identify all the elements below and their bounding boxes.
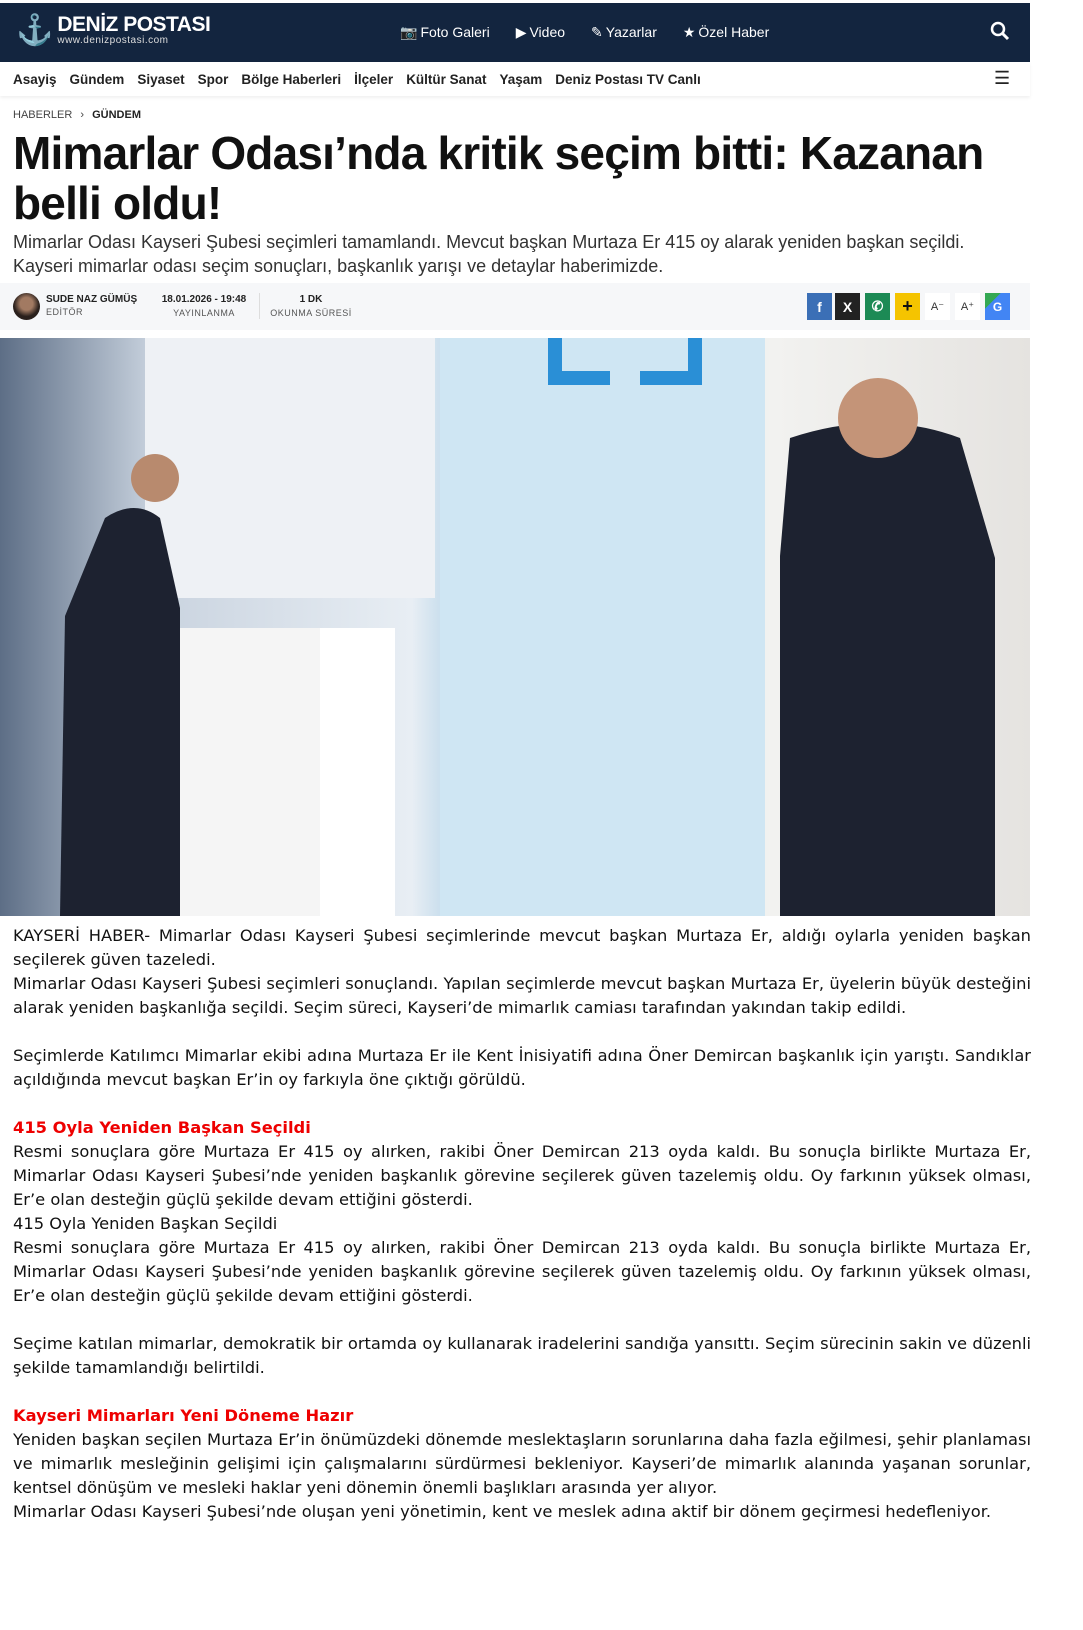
- divider: [259, 293, 260, 319]
- logo-title: DENİZ POSTASI: [57, 13, 211, 36]
- facebook-icon: f: [817, 298, 822, 315]
- read-time: [268, 294, 354, 318]
- whatsapp-share-button[interactable]: [865, 293, 890, 320]
- paragraph: Mimarlar Odası Kayseri Şubesi’nde oluşan yeni yönetimin, kent ve meslek adına aktif bir dönem geçirmesi hedefleniyor.: [13, 1502, 992, 1521]
- hamburger-menu-icon[interactable]: ☰: [994, 68, 1011, 88]
- pen-icon: ✎: [591, 24, 603, 40]
- publish-label: YAYINLANMA: [173, 308, 235, 318]
- article-lead: Mimarlar Odası Kayseri Şubesi seçimleri tamamlandı. Mevcut başkan Murtaza Er 415 oy alarak yeniden başkan seçildi. Kayseri mimarlar odası seçim sonuçları, başkanlık yarışı ve detaylar haberimizde.: [13, 232, 965, 276]
- font-increase-label: A⁺: [960, 301, 975, 313]
- man-head: [838, 378, 918, 458]
- video-icon: ▶: [515, 24, 527, 40]
- paragraph: KAYSERİ HABER- Mimarlar Odası Kayseri Şubesi seçimlerinde mevcut başkan Murtaza Er, aldığı oylarla yeniden başkan seçilerek güven tazeledi.: [13, 926, 1031, 969]
- publish-date: 18.01.2026 - 19:48: [161, 294, 247, 305]
- author-block[interactable]: [46, 294, 137, 317]
- whatsapp-icon: ✆: [871, 298, 884, 314]
- article-meta: [0, 283, 1030, 330]
- category-ilceler[interactable]: İlçeler: [354, 71, 394, 87]
- section-heading: 415 Oyla Yeniden Başkan Seçildi: [13, 1118, 311, 1137]
- paragraph: Resmi sonuçlara göre Murtaza Er 415 oy alırken, rakibi Öner Demircan 213 oyda kaldı. Bu sonuçla birlikte Murtaza Er, Mimarlar Odası Kayseri Şubesi’nde yeniden başkanlık görevine seçilerek güven tazelemiş oldu. Oy farkının yüksek olması, Er’e olan desteğin güçlü şekilde devam ettiğini gösterdi.: [13, 1142, 1031, 1209]
- projection-screen: [145, 338, 435, 598]
- paragraph-gap: [13, 1092, 1031, 1116]
- x-share-button[interactable]: [835, 293, 860, 320]
- speaker: [60, 508, 180, 916]
- paragraph-gap: [13, 1020, 1031, 1044]
- x-icon: X: [842, 298, 853, 315]
- paragraph: Mimarlar Odası Kayseri Şubesi seçimleri sonuçlandı. Yapılan seçimlerde mevcut başkan Murtaza Er, üyelerin büyük desteğini alarak yeniden başkanlığa seçildi. Seçim süreci, Kayseri’de mimarlık camiası tarafından yakından takip edildi.: [13, 974, 1031, 1017]
- man-standing: [780, 423, 995, 916]
- google-news-button[interactable]: [985, 293, 1010, 320]
- breadcrumb-separator: ›: [80, 109, 85, 121]
- share-bar: [807, 293, 1015, 320]
- category-asayis[interactable]: Asayiş: [13, 71, 57, 87]
- google-news-icon: G: [992, 299, 1003, 314]
- search-icon[interactable]: [990, 21, 1010, 47]
- breadcrumb-current[interactable]: GÜNDEM: [92, 109, 141, 121]
- paragraph: Seçimlerde Katılımcı Mimarlar ekibi adına Murtaza Er ile Kent İnisiyatifi adına Öner Demircan başkanlık için yarıştı. Sandıklar açıldığında mevcut başkan Er’in oy farkıyla öne çıktığı görüldü.: [13, 1046, 1031, 1089]
- breadcrumb: [13, 109, 141, 121]
- category-siyaset[interactable]: Siyaset: [137, 71, 185, 87]
- category-tv-canli[interactable]: Deniz Postası TV Canlı: [555, 71, 701, 87]
- category-nav: [0, 62, 1030, 96]
- nav-label: Özel Haber: [698, 24, 770, 40]
- read-time-label: OKUNMA SÜRESİ: [270, 308, 352, 318]
- category-gundem[interactable]: Gündem: [69, 71, 125, 87]
- paragraph: Seçime katılan mimarlar, demokratik bir ortamda oy kullanarak iradelerini sandığa yansıttı. Seçim sürecinin sakin ve düzenli şekilde tamamlandığı belirtildi.: [13, 1334, 1031, 1377]
- author-name: SUDE NAZ GÜMÜŞ: [46, 294, 138, 305]
- camera-icon: 📷: [400, 24, 418, 40]
- speaker-head: [131, 454, 179, 502]
- paragraph: Resmi sonuçlara göre Murtaza Er 415 oy alırken, rakibi Öner Demircan 213 oyda kaldı. Bu sonuçla birlikte Murtaza Er, Mimarlar Odası Kayseri Şubesi’nde yeniden başkanlık görevine seçilerek güven tazelemiş oldu. Oy farkının yüksek olması, Er’e olan desteğin güçlü şekilde devam ettiğini gösterdi.: [13, 1238, 1031, 1305]
- nav-video[interactable]: [516, 24, 565, 41]
- font-decrease-label: A⁻: [930, 301, 945, 313]
- top-nav: [400, 3, 769, 62]
- article-photo: [0, 338, 1030, 916]
- anchor-icon: ⚓: [16, 13, 54, 47]
- nav-label: Video: [529, 24, 566, 40]
- nav-yazarlar[interactable]: [591, 24, 657, 41]
- paragraph: 415 Oyla Yeniden Başkan Seçildi: [13, 1214, 278, 1233]
- paragraph-gap: [13, 1380, 1031, 1404]
- category-kultur-sanat[interactable]: Kültür Sanat: [406, 71, 487, 87]
- site-header: [0, 3, 1030, 62]
- logo-url: www.denizpostasi.com: [57, 35, 169, 46]
- category-bolge-haberleri[interactable]: Bölge Haberleri: [241, 71, 342, 87]
- nav-ozel-haber[interactable]: [683, 24, 769, 41]
- author-avatar[interactable]: [13, 293, 40, 320]
- facebook-share-button[interactable]: [807, 293, 832, 320]
- section-heading: Kayseri Mimarları Yeni Döneme Hazır: [13, 1406, 354, 1425]
- photo-illustration: [0, 338, 1030, 916]
- publish-info: [160, 294, 248, 318]
- nav-foto-galeri[interactable]: [400, 24, 490, 41]
- category-spor[interactable]: Spor: [197, 71, 229, 87]
- category-yasam[interactable]: Yaşam: [499, 71, 543, 87]
- paragraph-gap: [13, 1308, 1031, 1332]
- nav-label: Foto Galeri: [420, 24, 490, 40]
- site-logo[interactable]: [16, 15, 210, 46]
- read-time-value: 1 DK: [299, 294, 323, 305]
- article-title: Mimarlar Odası’nda kritik seçim bitti: Kazanan belli oldu!: [13, 127, 984, 229]
- star-icon: ★: [682, 24, 696, 40]
- paragraph: Yeniden başkan seçilen Murtaza Er’in önümüzdeki dönemde meslektaşların sorunlarına daha fazla eğilmesi, şehir planlaması ve mimarlık mesleğinin gelişimi için çalışmalarını sürdürmesi bekleniyor. Kayseri’de mimarlık alanında yaşanan sorunlar, kentsel dönüşüm ve mesleki haklar yeni dönemin önemli başlıkları arasında yer alıyor.: [13, 1430, 1031, 1497]
- more-share-button[interactable]: [895, 293, 920, 320]
- podium-banner: [320, 628, 395, 916]
- article-body: [13, 924, 1031, 1524]
- banner: [440, 338, 765, 916]
- author-role: EDİTÖR: [46, 307, 84, 317]
- plus-icon: +: [902, 296, 913, 316]
- nav-label: Yazarlar: [605, 24, 657, 40]
- font-increase-button[interactable]: [955, 293, 980, 320]
- font-decrease-button[interactable]: [925, 293, 950, 320]
- breadcrumb-root[interactable]: HABERLER: [13, 109, 73, 121]
